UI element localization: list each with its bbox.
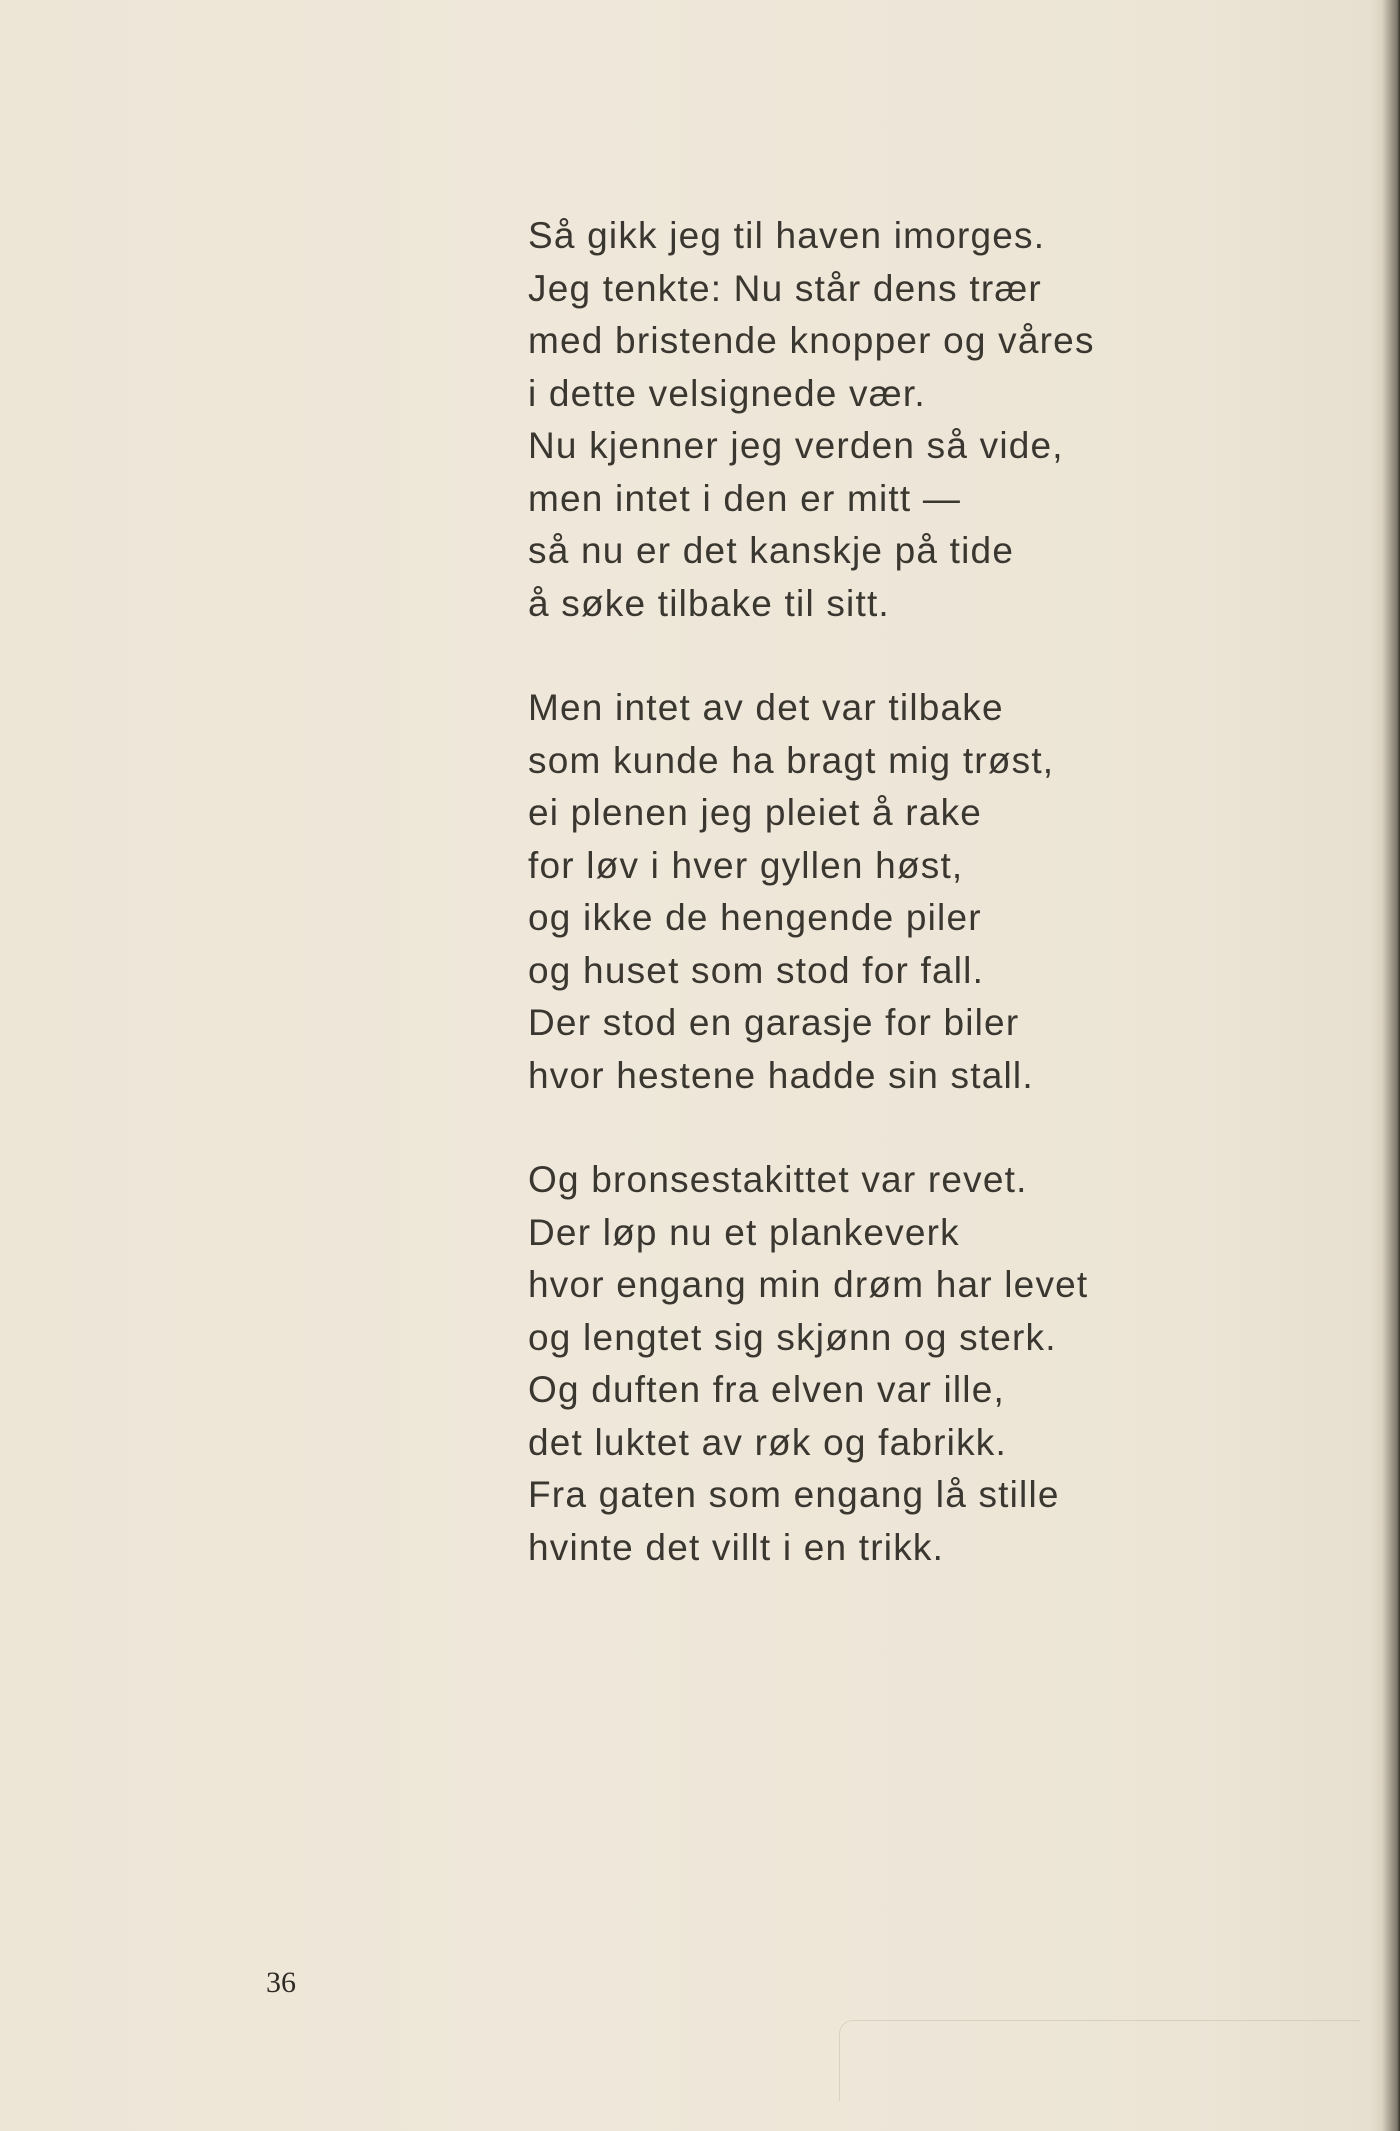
poem-line: og ikke de hengende piler	[528, 897, 982, 938]
poem-line: hvor hestene hadde sin stall.	[528, 1054, 1034, 1096]
poem-line: med bristende knopper og våres	[528, 320, 1095, 361]
stanza-3	[528, 1154, 1228, 1574]
poem-line: hvor engang min drøm har levet	[528, 1264, 1089, 1305]
poem-line: Og bronsestakittet var revet.	[528, 1159, 1028, 1200]
poem-line: Og duften fra elven var ille,	[528, 1369, 1005, 1410]
poem-text	[528, 210, 1228, 1626]
page-edge-shadow	[1370, 0, 1400, 2131]
poem-line: hvinte det villt i en trikk.	[528, 1526, 945, 1568]
poem-line: Men intet av det var tilbake	[528, 687, 1004, 728]
poem-line: Der stod en garasje for biler	[528, 1002, 1020, 1043]
stanza-2	[528, 682, 1228, 1102]
poem-line: og lengtet sig skjønn og sterk.	[528, 1316, 1057, 1358]
poem-line: å søke tilbake til sitt.	[528, 582, 890, 624]
poem-line: Nu kjenner jeg verden så vide,	[528, 425, 1064, 466]
poem-line: så nu er det kanskje på tide	[528, 530, 1015, 571]
page-number: 36	[266, 1966, 296, 1999]
poem-line: ei plenen jeg pleiet å rake	[528, 792, 983, 833]
stanza-1	[528, 210, 1228, 630]
poem-line: Jeg tenkte: Nu står dens trær	[528, 267, 1042, 309]
poem-line: det luktet av røk og fabrikk.	[528, 1421, 1007, 1463]
paper-mark	[839, 2020, 1360, 2101]
poem-line: i dette velsignede vær.	[528, 372, 926, 414]
poem-line: men intet i den er mitt —	[528, 477, 962, 519]
poem-line: Fra gaten som engang lå stille	[528, 1474, 1060, 1515]
poem-line: som kunde ha bragt mig trøst,	[528, 739, 1055, 781]
poem-line: og huset som stod for fall.	[528, 949, 985, 991]
poem-line: for løv i hver gyllen høst,	[528, 844, 964, 886]
poem-line: Der løp nu et plankeverk	[528, 1211, 960, 1253]
poem-line: Så gikk jeg til haven imorges.	[528, 215, 1046, 256]
